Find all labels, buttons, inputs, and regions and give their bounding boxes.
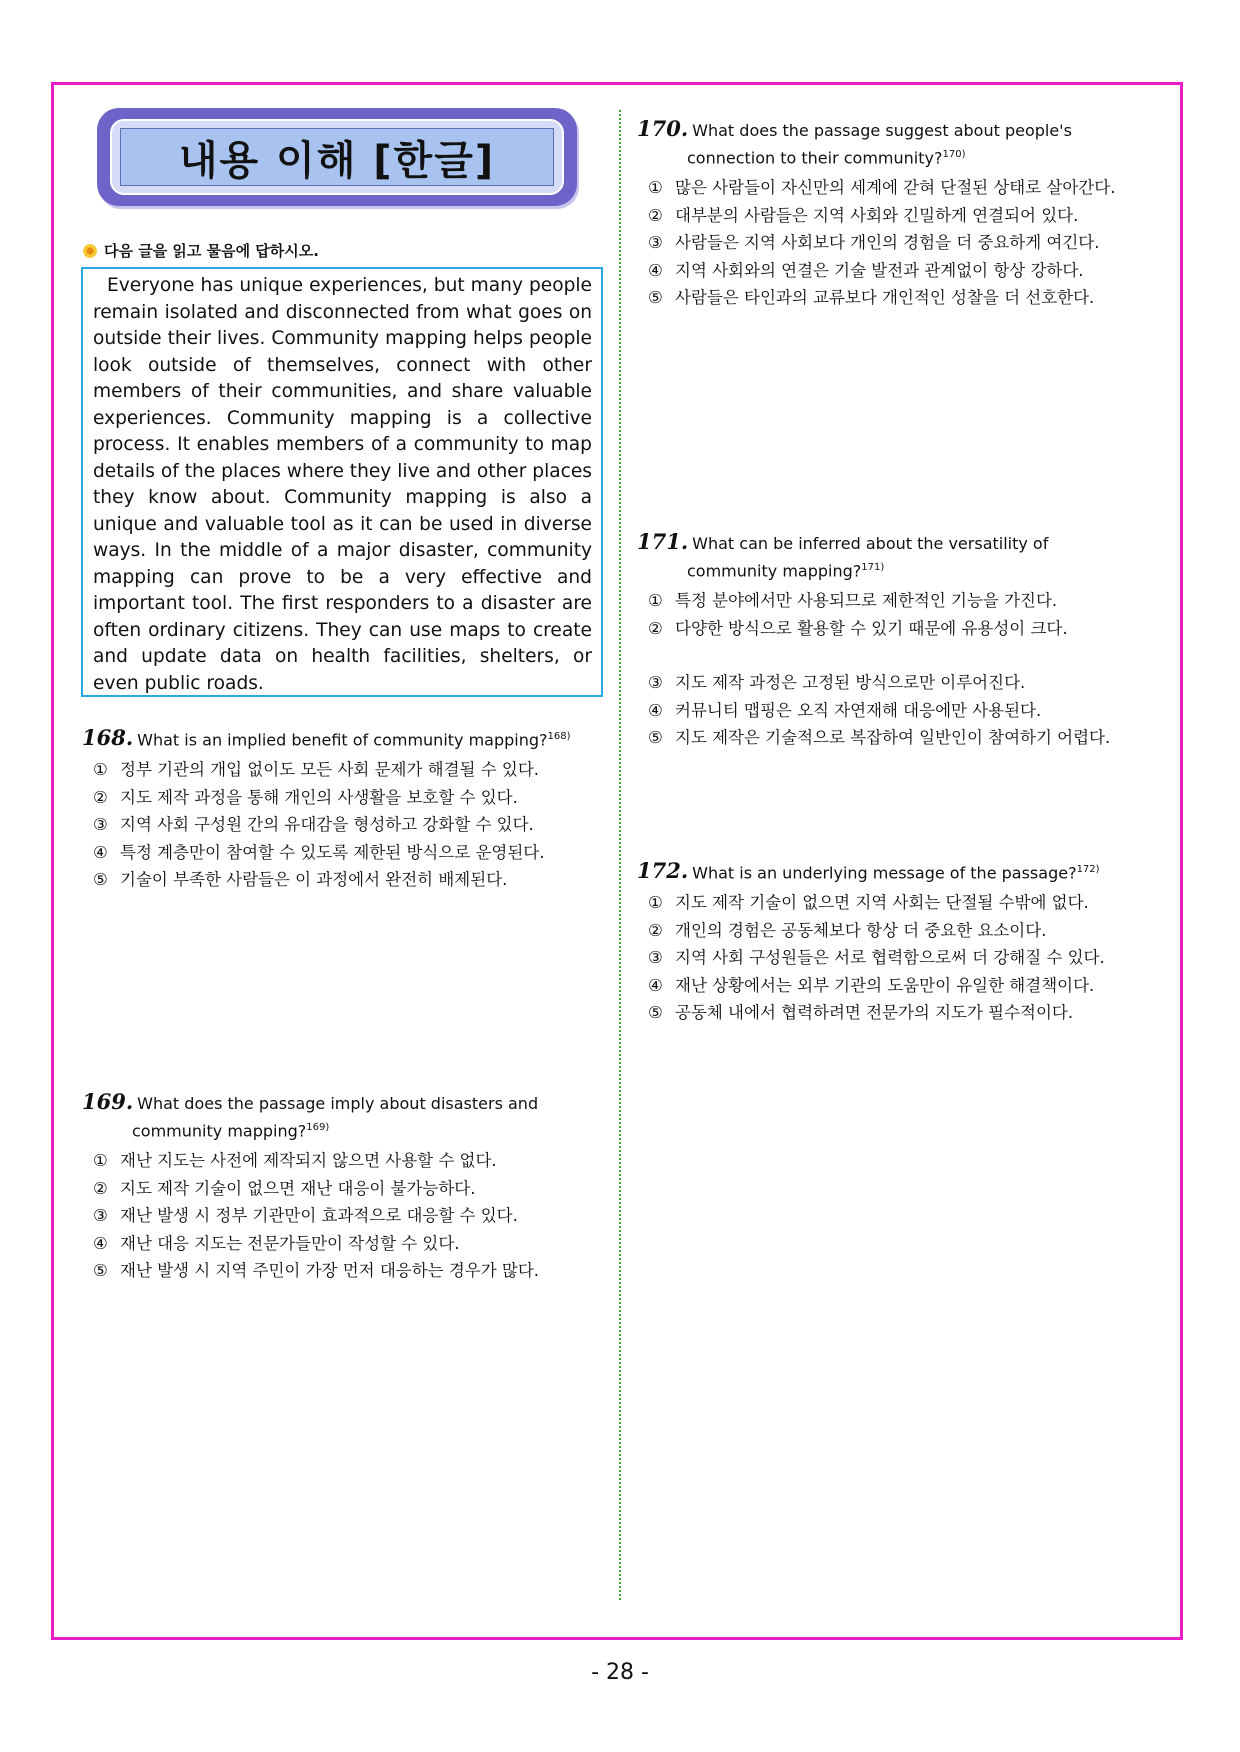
option-5[interactable]: ⑤ 지도 제작은 기술적으로 복잡하여 일반인이 참여하기 어렵다. [648, 728, 1111, 748]
passage-text: Everyone has unique experiences, but many people remain isolated and disconnected from what goes on outside their lives. Community mapping helps people look outside of themselves, connect with other members of their communities, and share valuable experiences. Community mapping is a collective process. It enables members of a community to map details of the places where they live and other places they know about. Community mapping is also a unique and valuable tool as it can be used in diverse ways. In the middle of a major disaster, community mapping can prove to be a very effective and important tool. The first responders to a disaster are often ordinary citizens. They can use maps to create and update data on health facilities, shelters, or even public roads. [93, 275, 592, 694]
question-text: What is an underlying message of the passage? [692, 863, 1077, 883]
question-number: 168. [82, 725, 134, 751]
option-1[interactable]: ① 재난 지도는 사전에 제작되지 않으면 사용할 수 없다. [93, 1151, 497, 1171]
option-2[interactable]: ② 지도 제작 기술이 없으면 재난 대응이 불가능하다. [93, 1178, 476, 1198]
question-number: 172. [637, 858, 689, 884]
option-4[interactable]: ④ 특정 계층만이 참여할 수 있도록 제한된 방식으로 운영된다. [93, 842, 545, 862]
option-1[interactable]: ① 특정 분야에서만 사용되므로 제한적인 기능을 가진다. [648, 591, 1058, 611]
option-2[interactable]: ② 다양한 방식으로 활용할 수 있기 때문에 유용성이 크다. [648, 618, 1068, 638]
option-4[interactable]: ④ 지역 사회와의 연결은 기술 발전과 관계없이 항상 강하다. [648, 260, 1084, 280]
option-1[interactable]: ① 많은 사람들이 자신만의 세계에 갇혀 단절된 상태로 살아간다. [648, 178, 1116, 198]
option-2[interactable]: ② 지도 제작 과정을 통해 개인의 사생활을 보호할 수 있다. [93, 787, 518, 807]
footnote-ref: 172) [1076, 864, 1100, 875]
page-title: 내용 이해 [한글] [178, 137, 496, 184]
option-5[interactable]: ⑤ 공동체 내에서 협력하려면 전문가의 지도가 필수적이다. [648, 1003, 1074, 1023]
question-text-cont: community mapping? [132, 1121, 307, 1141]
question-171 [637, 530, 1157, 752]
footnote-ref: 171) [861, 562, 885, 573]
instruction [82, 240, 319, 261]
question-number: 171. [637, 529, 689, 554]
title-banner [97, 108, 577, 206]
option-3[interactable]: ③ 지역 사회 구성원 간의 유대감을 형성하고 강화할 수 있다. [93, 815, 534, 835]
question-text-cont: community mapping? [687, 561, 862, 581]
option-2[interactable]: ② 개인의 경험은 공동체보다 항상 더 중요한 요소이다. [648, 920, 1047, 940]
instruction-text: 다음 글을 읽고 물음에 답하시오. [104, 242, 319, 260]
option-4[interactable]: ④ 커뮤니티 맵핑은 오직 자연재해 대응에만 사용된다. [648, 700, 1042, 720]
question-170 [637, 117, 1157, 312]
flower-icon [82, 243, 98, 259]
question-172 [637, 858, 1157, 1027]
column-divider [619, 110, 621, 1600]
question-number: 169. [82, 1089, 134, 1114]
option-5[interactable]: ⑤ 사람들은 타인과의 교류보다 개인적인 성찰을 더 선호한다. [648, 288, 1095, 308]
option-2[interactable]: ② 대부분의 사람들은 지역 사회와 긴밀하게 연결되어 있다. [648, 205, 1079, 225]
question-text: What does the passage imply about disasters and [137, 1094, 539, 1113]
question-text: What can be inferred about the versatility of [692, 534, 1049, 553]
option-3[interactable]: ③ 지역 사회 구성원들은 서로 협력함으로써 더 강해질 수 있다. [648, 948, 1105, 968]
question-number: 170. [637, 116, 689, 141]
option-1[interactable]: ① 지도 제작 기술이 없으면 지역 사회는 단절될 수밖에 없다. [648, 893, 1089, 913]
footnote-ref: 169) [306, 1122, 330, 1133]
question-text-cont: connection to their community? [687, 148, 943, 168]
option-3[interactable]: ③ 지도 제작 과정은 고정된 방식으로만 이루어진다. [648, 673, 1026, 693]
option-4[interactable]: ④ 재난 대응 지도는 전문가들만이 작성할 수 있다. [93, 1233, 460, 1253]
question-text: What is an implied benefit of community mapping? [137, 730, 548, 750]
option-5[interactable]: ⑤ 재난 발생 시 지역 주민이 가장 먼저 대응하는 경우가 많다. [93, 1261, 540, 1281]
question-168 [82, 725, 602, 894]
option-4[interactable]: ④ 재난 상황에서는 외부 기관의 도움만이 유일한 해결책이다. [648, 975, 1095, 995]
footnote-ref: 170) [942, 149, 966, 160]
option-3[interactable]: ③ 사람들은 지역 사회보다 개인의 경험을 더 중요하게 여긴다. [648, 233, 1100, 253]
option-1[interactable]: ① 정부 기관의 개입 없이도 모든 사회 문제가 해결될 수 있다. [93, 760, 540, 780]
option-5[interactable]: ⑤ 기술이 부족한 사람들은 이 과정에서 완전히 배제된다. [93, 870, 508, 890]
question-169 [82, 1090, 602, 1285]
page-number: - 28 - [591, 1660, 649, 1685]
footnote-ref: 168) [547, 731, 571, 742]
question-text: What does the passage suggest about people's [692, 121, 1072, 140]
option-3[interactable]: ③ 재난 발생 시 정부 기관만이 효과적으로 대응할 수 있다. [93, 1206, 518, 1226]
reading-passage [81, 267, 603, 697]
